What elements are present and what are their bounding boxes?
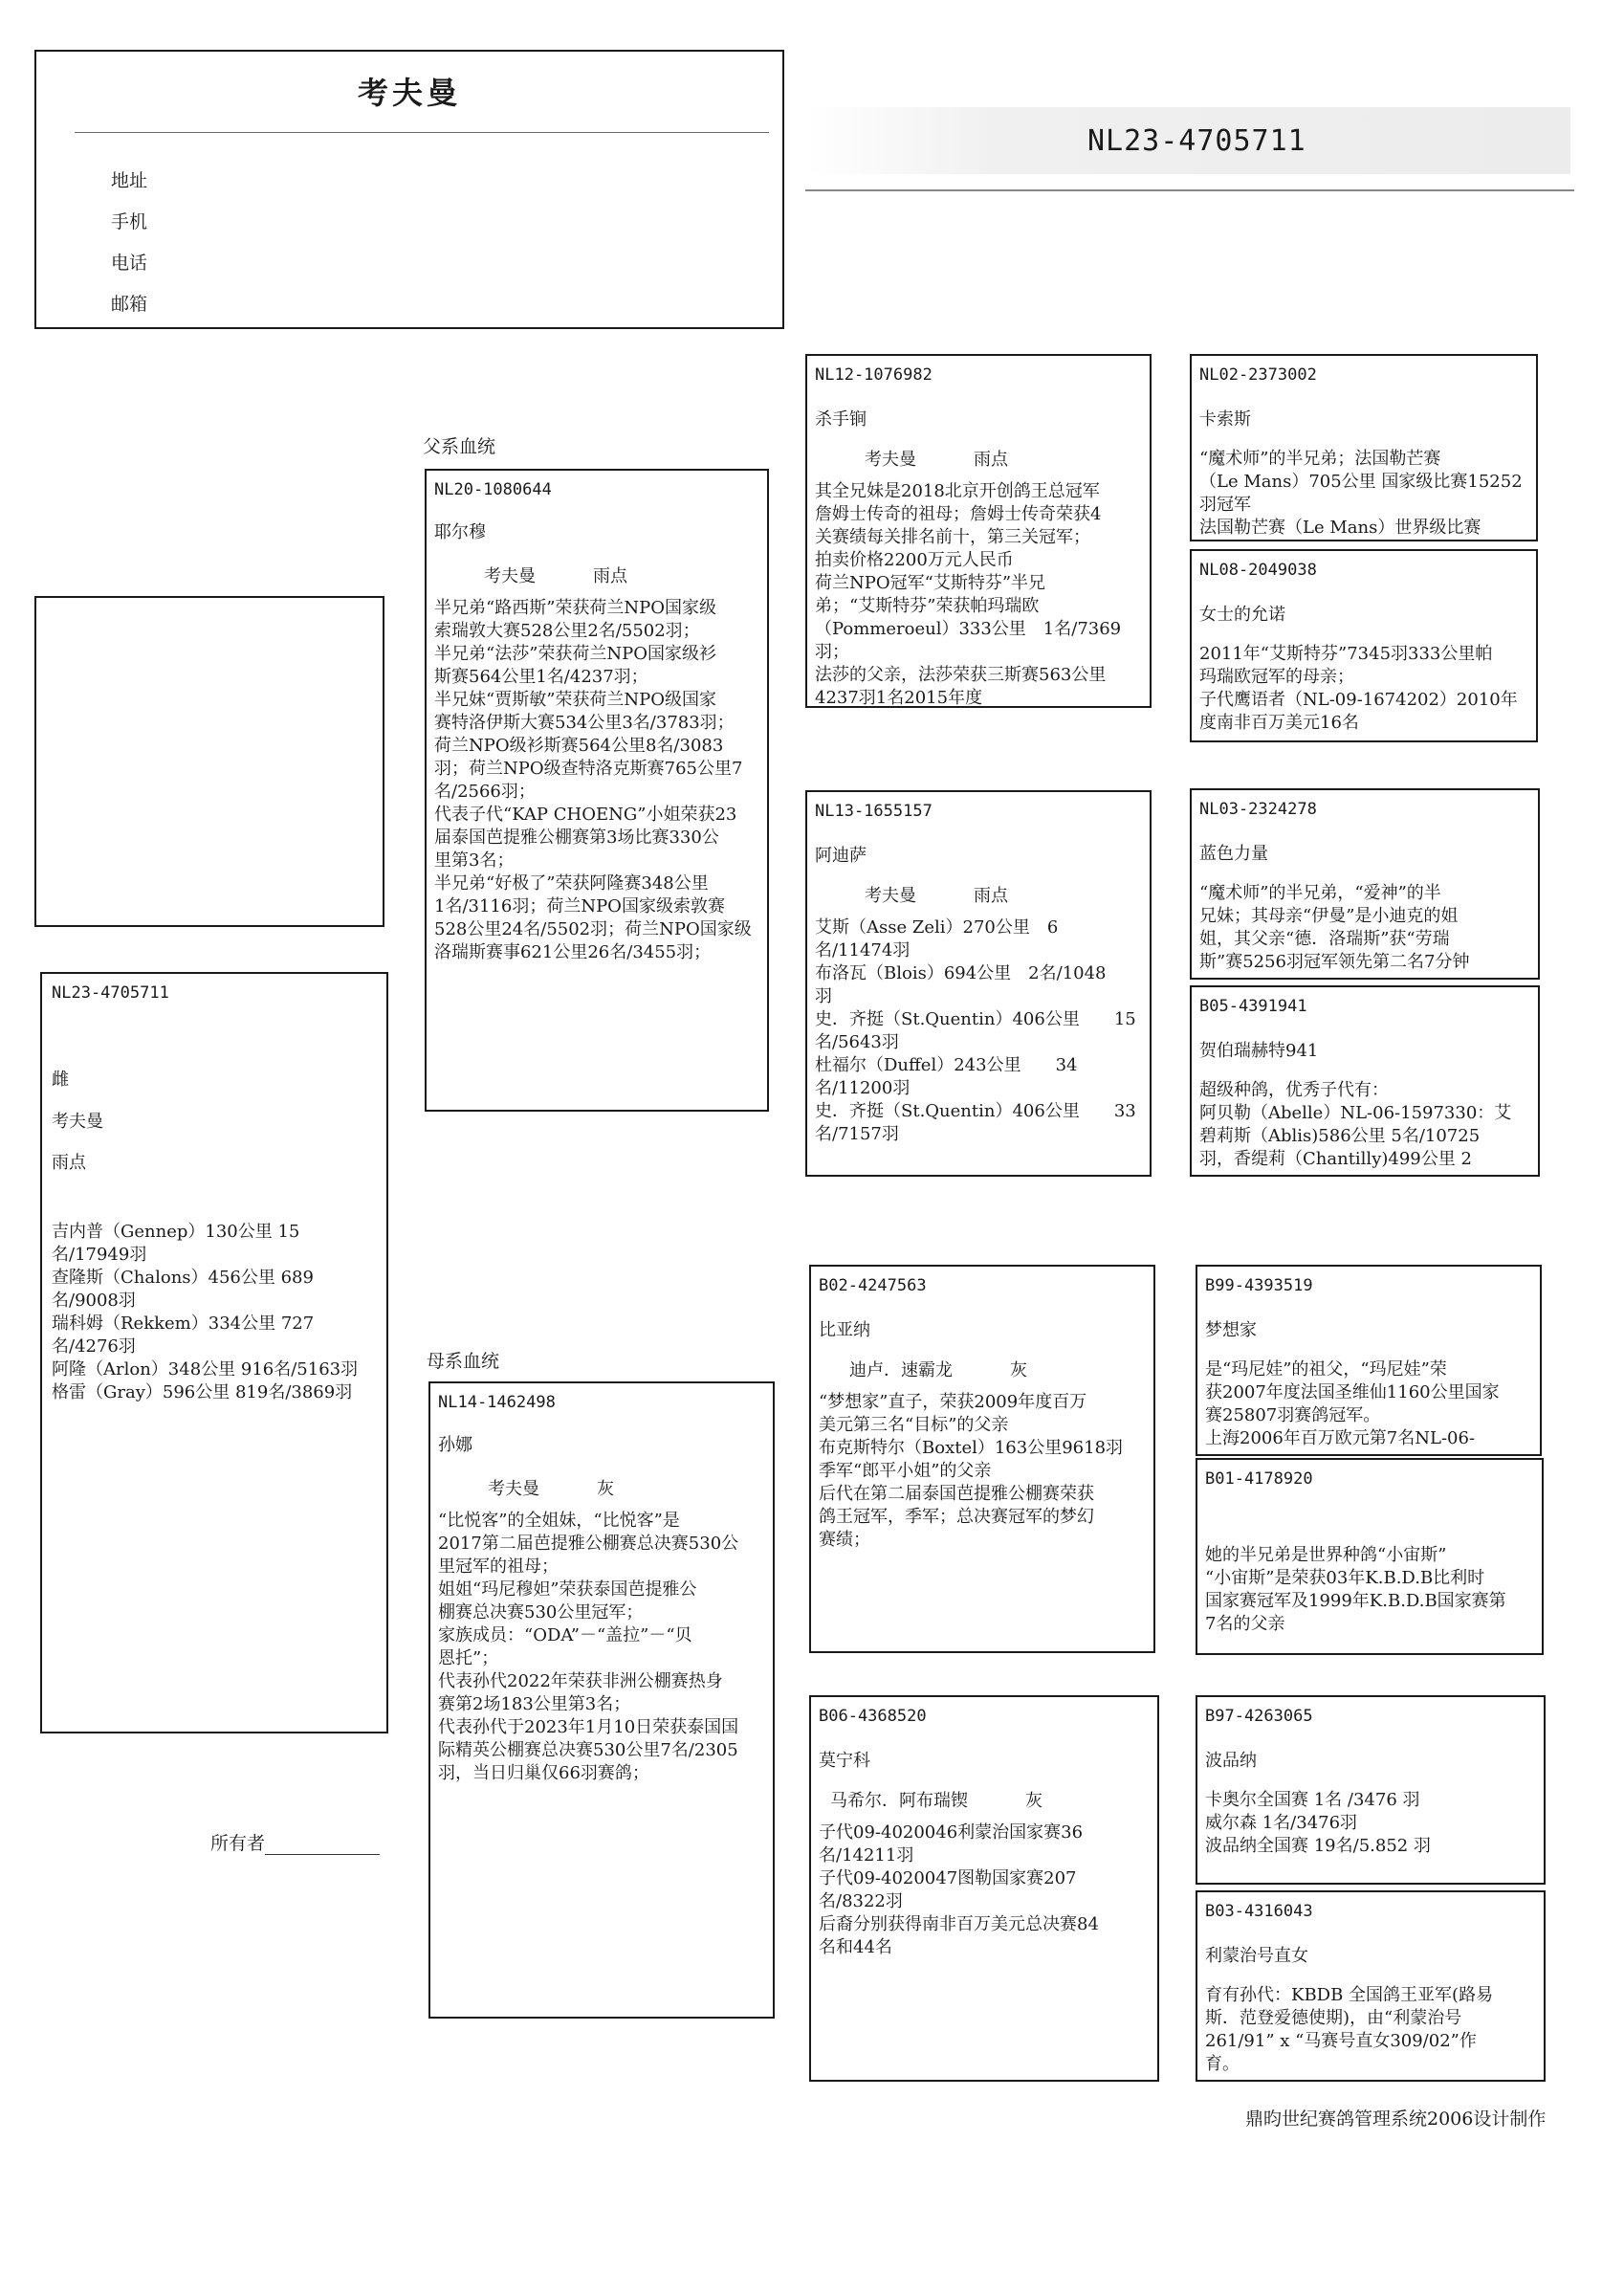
grandsire-maternal-box (809, 1265, 1155, 1653)
note-line: 羽，当日归巢仅66羽赛鸽； (438, 1763, 649, 1783)
note-line: 代表孙代2022年荣获非洲公棚赛热身 (438, 1671, 723, 1691)
note-line: 斯赛564公里1名/4237羽； (434, 667, 648, 687)
subject-color: 雨点 (52, 1153, 86, 1173)
gp-ds-breeder: 迪卢．速霸龙 (849, 1360, 953, 1380)
note-line: 半兄弟“路西斯”荣获荷兰NPO国家级 (434, 598, 717, 618)
sire-section-label: 父系血统 (423, 436, 496, 457)
gp-sd-notes (815, 916, 1140, 1146)
owner-info-box (34, 50, 784, 329)
note-line: 史．齐挺（St.Quentin）406公里 33 (815, 1101, 1136, 1121)
note-line: 1名/3116羽；荷兰NPO国家级索敦赛 (434, 896, 725, 916)
note-line: 玛瑞欧冠军的母亲； (1199, 667, 1354, 687)
owner-title: 考夫曼 (357, 75, 461, 111)
gp-ss-color: 雨点 (974, 450, 1008, 470)
note-line: “比悦客”的全姐妹，“比悦客”是 (438, 1511, 680, 1531)
ggp-ring: B01-4178920 (1205, 1469, 1313, 1489)
note-line: 后代在第二届泰国芭提雅公棚赛荣获 (819, 1484, 1094, 1504)
note-line: （Pommeroeul）333公里 1名/7369 (815, 619, 1122, 639)
note-line: 波品纳全国赛 19名/5.852 羽 (1205, 1836, 1431, 1856)
ggp-name: 波品纳 (1205, 1751, 1257, 1771)
sire-ring: NL20-1080644 (434, 480, 552, 499)
gp-ss-ring: NL12-1076982 (815, 365, 933, 385)
ggp-notes (1199, 882, 1528, 974)
ggp-ring: B97-4263065 (1205, 1707, 1313, 1726)
note-line: 获2007年度法国圣维仙1160公里国家 (1205, 1382, 1500, 1402)
note-line: 子代鹰语者（NL-09-1674202）2010年 (1199, 690, 1518, 710)
ggp-name: 贺伯瑞赫特941 (1199, 1041, 1319, 1061)
subject-ring: NL23-4705711 (52, 983, 169, 1003)
result-line: 吉内普（Gennep）130公里 15 (52, 1222, 300, 1242)
ggp-box-3 (1190, 788, 1540, 980)
note-line: “小宙斯”是荣获03年K.B.D.B比利时 (1205, 1568, 1485, 1588)
note-line: 国家赛冠军及1999年K.B.D.B国家赛第 (1205, 1591, 1506, 1611)
note-line: 荷兰NPO级衫斯赛564公里8名/3083 (434, 736, 724, 756)
note-line: 阿贝勒（Abelle）NL-06-1597330：艾 (1199, 1103, 1512, 1123)
note-line: 赛25807羽赛鸽冠军。 (1205, 1405, 1381, 1425)
note-line: 2017第二届芭提雅公棚赛总决赛530公 (438, 1534, 739, 1554)
dam-name: 孙娜 (438, 1435, 472, 1455)
note-line: 羽； (815, 642, 849, 662)
note-line: 4237羽1名2015年度 (815, 688, 983, 708)
note-line: 詹姆士传奇的祖母；詹姆士传奇荣获4 (815, 504, 1102, 524)
note-line: 恩托”； (438, 1648, 499, 1668)
note-line: 羽；荷兰NPO级查特洛克斯赛765公里7 (434, 759, 743, 779)
note-line: 威尔森 1名/3476羽 (1205, 1813, 1358, 1833)
note-line: 代表孙代于2023年1月10日荣获泰国国 (438, 1717, 739, 1737)
note-line: 布洛瓦（Blois）694公里 2名/1048 (815, 963, 1107, 983)
dam-color: 灰 (597, 1479, 614, 1499)
note-line: 261/91” x “马赛号直女309/02”作 (1205, 2031, 1477, 2051)
note-line: 羽冠军 (1199, 495, 1251, 515)
ggp-box-4 (1190, 985, 1540, 1177)
note-line: 姐，其父亲“德．洛瑞斯”获“劳瑞 (1199, 929, 1450, 949)
note-line: 子代09-4020047图勒国家赛207 (819, 1868, 1077, 1888)
result-line: 名/4276羽 (52, 1336, 136, 1357)
gp-ds-notes (819, 1391, 1144, 1552)
ggp-name: 卡索斯 (1199, 409, 1251, 430)
dam-section-label: 母系血统 (427, 1351, 500, 1372)
result-line: 名/17949羽 (52, 1245, 147, 1265)
note-line: 赛绩； (819, 1530, 870, 1550)
gp-sd-ring: NL13-1655157 (815, 802, 933, 821)
note-line: 代表子代“KAP CHOENG”小姐荣获23 (434, 805, 737, 825)
owner-divider (75, 132, 769, 133)
system-credit: 鼎昀世纪赛鸽管理系统2006设计制作 (1245, 2108, 1547, 2130)
note-line: 拍卖价格2200万元人民币 (815, 550, 1014, 570)
result-line: 名/9008羽 (52, 1291, 136, 1311)
note-line: 名/7157羽 (815, 1124, 899, 1144)
gp-sd-name: 阿迪萨 (815, 846, 867, 866)
note-line: 2011年“艾斯特芬”7345羽333公里帕 (1199, 644, 1493, 664)
note-line: 布克斯特尔（Boxtel）163公里9618羽 (819, 1438, 1124, 1458)
gp-dd-color: 灰 (1025, 1791, 1042, 1811)
dam-breeder: 考夫曼 (488, 1479, 539, 1499)
note-line: 半兄妹“贾斯敏”荣获荷兰NPO级国家 (434, 690, 717, 710)
banner-divider (805, 189, 1574, 191)
gp-dd-breeder: 马希尔．阿布瑞锲 (830, 1791, 968, 1811)
ggp-notes (1199, 1079, 1528, 1171)
grandsire-paternal-box (805, 354, 1152, 708)
note-line: 后裔分别获得南非百万美元总决赛84 (819, 1914, 1099, 1934)
mobile-label: 手机 (111, 211, 148, 232)
note-line: 育。 (1205, 2054, 1240, 2074)
note-line: 斯．范登爱德使期)，由“利蒙治号 (1205, 2008, 1462, 2028)
granddam-maternal-box (809, 1695, 1159, 2082)
note-line: 超级种鸽，优秀子代有： (1199, 1080, 1389, 1100)
granddam-paternal-box (805, 790, 1152, 1177)
note-line: 里冠军的祖母； (438, 1556, 559, 1577)
ggp-box-7 (1196, 1695, 1546, 1885)
owner-signature-line (210, 1829, 380, 1855)
subject-breeder: 考夫曼 (52, 1112, 103, 1132)
owner-label: 所有者 (210, 1833, 266, 1854)
note-line: 半兄弟“法莎”荣获荷兰NPO国家级衫 (434, 644, 717, 664)
note-line: 名/11200羽 (815, 1078, 911, 1098)
gp-dd-name: 莫宁科 (819, 1751, 870, 1771)
email-label: 邮箱 (111, 294, 148, 315)
ggp-ring: NL02-2373002 (1199, 365, 1317, 385)
note-line: （Le Mans）705公里 国家级比赛15252 (1199, 472, 1523, 492)
gp-dd-notes (819, 1821, 1148, 1959)
note-line: 季军“郎平小姐”的父亲 (819, 1461, 992, 1481)
note-line: 荷兰NPO冠军“艾斯特芬”半兄 (815, 573, 1046, 593)
signature-blank (265, 1837, 380, 1855)
note-line: 家族成员：“ODA”－“盖拉”－“贝 (438, 1625, 692, 1645)
subject-pigeon-box (40, 972, 388, 1733)
note-line: 卡奥尔全国赛 1名 /3476 羽 (1205, 1790, 1420, 1810)
gp-ds-color: 灰 (1010, 1360, 1027, 1380)
note-line: 528公里24名/5502羽；荷兰NPO国家级 (434, 919, 752, 939)
ggp-ring: B99-4393519 (1205, 1276, 1313, 1295)
note-line: “梦想家”直子，荣获2009年度百万 (819, 1392, 1087, 1412)
note-line: 名/11474羽 (815, 940, 911, 960)
ggp-notes (1205, 1984, 1534, 2076)
note-line: 育有孙代：KBDB 全国鸽王亚军(路易 (1205, 1985, 1494, 2005)
subject-sex: 雌 (52, 1070, 69, 1090)
ring-banner (805, 107, 1570, 174)
result-line: 查隆斯（Chalons）456公里 689 (52, 1268, 314, 1288)
note-line: 名/8322羽 (819, 1891, 903, 1911)
note-line: 际精英公棚赛总决赛530公里7名/2305 (438, 1740, 738, 1760)
ggp-name: 蓝色力量 (1199, 844, 1268, 864)
note-line: 度南非百万美元16名 (1199, 713, 1359, 733)
ggp-box-5 (1196, 1265, 1542, 1456)
ggp-ring: NL03-2324278 (1199, 800, 1317, 819)
note-line: 赛特洛伊斯大赛534公里3名/3783羽； (434, 713, 735, 733)
gp-sd-breeder-color (865, 882, 1065, 907)
note-line: 史．齐挺（St.Quentin）406公里 15 (815, 1009, 1136, 1029)
sire-breeder: 考夫曼 (484, 566, 536, 586)
ggp-box-1 (1190, 354, 1538, 541)
ggp-notes (1205, 1544, 1532, 1636)
gp-ss-breeder-color (865, 446, 1065, 471)
ggp-notes (1205, 1789, 1534, 1858)
note-line: 名/14211羽 (819, 1845, 914, 1866)
ggp-ring: B03-4316043 (1205, 1902, 1313, 1921)
note-line: 美元第三名“目标”的父亲 (819, 1415, 1009, 1435)
dam-breeder-color (488, 1475, 671, 1500)
note-line: “魔术师”的半兄弟，“爱神”的半 (1199, 883, 1441, 903)
address-label: 地址 (111, 170, 148, 191)
note-line: 里第3名； (434, 850, 515, 871)
gp-ds-breeder-color (849, 1357, 1085, 1381)
note-line: “魔术师”的半兄弟；法国勒芒赛 (1199, 449, 1441, 469)
ring-banner-text: NL23-4705711 (1087, 124, 1306, 158)
note-line: 杜福尔（Duffel）243公里 34 (815, 1055, 1078, 1075)
ggp-name: 梦想家 (1205, 1320, 1257, 1340)
note-line: 索瑞敦大赛528公里2名/5502羽； (434, 621, 700, 641)
note-line: 名/5643羽 (815, 1032, 899, 1052)
result-line: 瑞科姆（Rekkem）334公里 727 (52, 1314, 315, 1334)
gp-sd-breeder: 考夫曼 (865, 886, 916, 906)
ggp-name: 女士的允诺 (1199, 605, 1285, 625)
note-line: 碧莉斯（Ablis)586公里 5名/10725 (1199, 1126, 1481, 1146)
ggp-box-8 (1196, 1890, 1546, 2082)
note-line: 艾斯（Asse Zeli）270公里 6 (815, 917, 1059, 938)
subject-results (52, 1221, 358, 1404)
sire-breeder-color (484, 563, 685, 587)
gp-ss-notes (815, 480, 1140, 708)
sire-box (425, 469, 769, 1112)
ggp-notes (1205, 1358, 1530, 1450)
sire-notes (434, 597, 757, 964)
note-line: 7名的父亲 (1205, 1614, 1285, 1634)
note-line: 羽，香缇莉（Chantilly)499公里 2 (1199, 1149, 1472, 1169)
gp-ds-name: 比亚纳 (819, 1320, 870, 1340)
gp-dd-breeder-color (830, 1787, 1100, 1812)
note-line: 斯”赛5256羽冠军领先第二名7分钟 (1199, 952, 1470, 972)
note-line: 半兄弟“好极了”荣获阿隆赛348公里 (434, 873, 709, 894)
note-line: 名和44名 (819, 1937, 892, 1957)
dam-ring: NL14-1462498 (438, 1393, 556, 1412)
note-line: 上海2006年百万欧元第7名NL-06- (1205, 1428, 1476, 1448)
ggp-name: 利蒙治号直女 (1205, 1946, 1308, 1966)
ggp-box-2 (1190, 549, 1538, 742)
gp-ds-ring: B02-4247563 (819, 1276, 927, 1295)
sire-color: 雨点 (593, 566, 627, 586)
gp-sd-color: 雨点 (974, 886, 1008, 906)
note-line: 法国勒芒赛（Le Mans）世界级比赛 (1199, 518, 1481, 538)
note-line: 棚赛总决赛530公里冠军； (438, 1602, 644, 1623)
gp-ss-breeder: 考夫曼 (865, 450, 916, 470)
sire-name: 耶尔穆 (434, 522, 486, 542)
ggp-box-6 (1196, 1458, 1544, 1655)
note-line: 法莎的父亲，法莎荣获三斯赛563公里 (815, 665, 1107, 685)
note-line: 届泰国芭提雅公棚赛第3场比赛330公 (434, 828, 719, 848)
note-line: 是“玛尼娃”的祖父，“玛尼娃”荣 (1205, 1359, 1447, 1380)
note-line: 姐姐“玛尼穆妲”荣获泰国芭提雅公 (438, 1579, 697, 1600)
note-line: 弟；“艾斯特芬”荣获帕玛瑞欧 (815, 596, 1040, 616)
ggp-notes (1199, 448, 1526, 540)
gp-dd-ring: B06-4368520 (819, 1707, 927, 1726)
dam-notes (438, 1510, 763, 1785)
result-line: 阿隆（Arlon）348公里 916名/5163羽 (52, 1359, 359, 1380)
note-line: 关赛绩每关排名前十，第三关冠军； (815, 527, 1090, 547)
gp-ss-name: 杀手锏 (815, 409, 867, 430)
photo-placeholder (34, 596, 384, 927)
ggp-notes (1199, 643, 1526, 735)
note-line: 子代09-4020046利蒙治国家赛36 (819, 1822, 1084, 1843)
note-line: 赛第2场183公里第3名； (438, 1694, 631, 1714)
note-line: 鸽王冠军，季军；总决赛冠军的梦幻 (819, 1507, 1094, 1527)
note-line: 兄妹；其母亲“伊曼”是小迪克的姐 (1199, 906, 1459, 926)
note-line: 羽 (815, 986, 832, 1006)
note-line: 她的半兄弟是世界种鸽“小宙斯” (1205, 1545, 1447, 1565)
note-line: 其全兄妹是2018北京开创鸽王总冠军 (815, 481, 1100, 501)
ggp-ring: B05-4391941 (1199, 997, 1307, 1016)
note-line: 洛瑞斯赛事621公里26名/3455羽； (434, 942, 712, 962)
result-line: 格雷（Gray）596公里 819名/3869羽 (52, 1382, 353, 1402)
ggp-ring: NL08-2049038 (1199, 561, 1317, 580)
phone-label: 电话 (111, 253, 148, 274)
note-line: 名/2566羽； (434, 782, 536, 802)
dam-box (428, 1381, 775, 2019)
